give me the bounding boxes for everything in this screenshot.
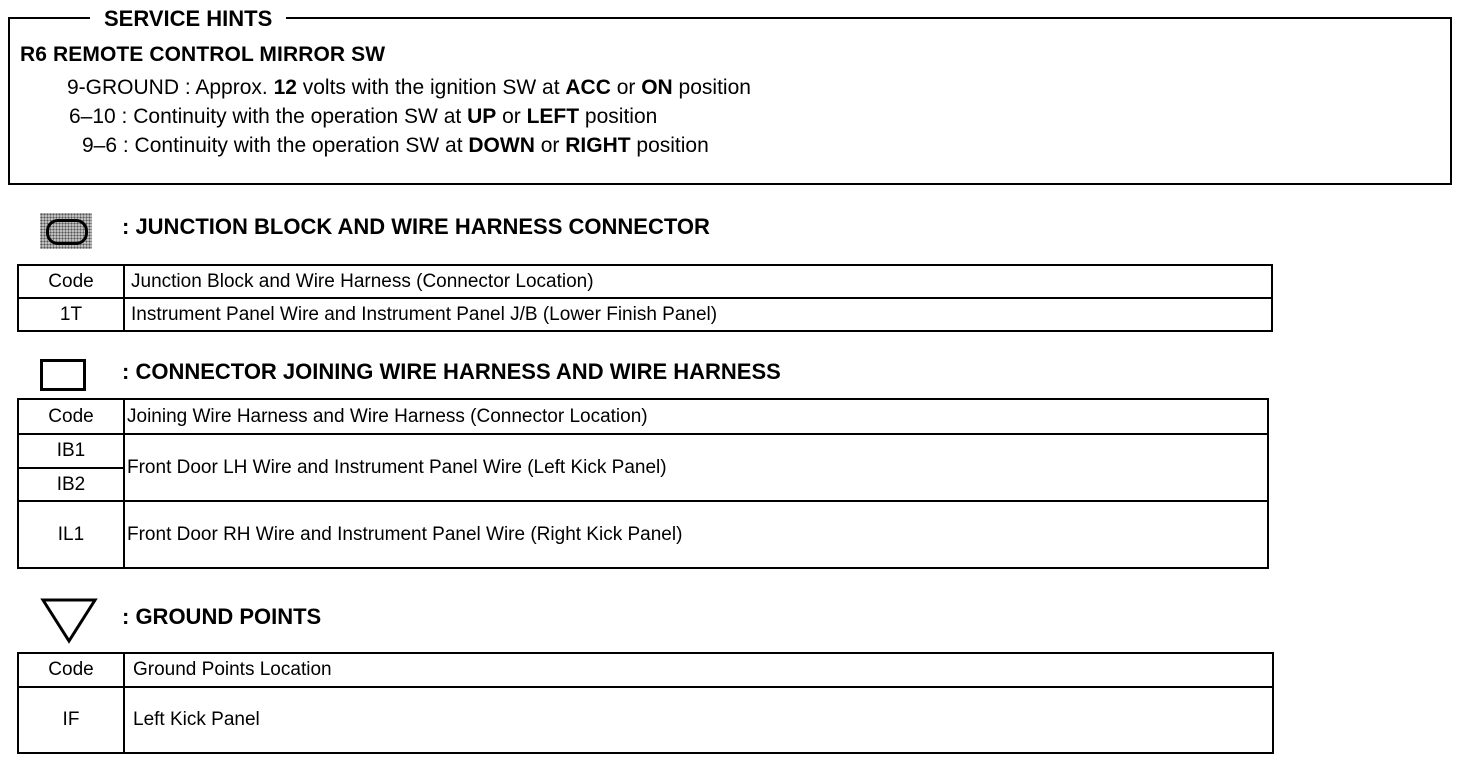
location-cell: Front Door LH Wire and Instrument Panel Wire (Left Kick Panel) [124,434,1268,501]
location-header: Ground Points Location [124,653,1273,687]
hint-line-1 [67,76,751,100]
hint-text: or [496,105,527,128]
code-cell: IL1 [18,501,124,568]
hint-text: 9–6 : Continuity with the operation SW at [82,134,469,157]
hint-text: position [630,134,709,157]
location-header: Junction Block and Wire Harness (Connector Location) [124,265,1272,298]
hint-text: or [534,134,566,157]
junction-table [17,264,1273,332]
table-row [18,434,1268,468]
service-hints-box [8,6,1452,185]
table-row [18,687,1273,753]
ground-heading: : GROUND POINTS [122,604,322,629]
connector-heading: : CONNECTOR JOINING WIRE HARNESS AND WIRE HARNESS [122,359,781,384]
table-header-row [18,265,1272,298]
code-header: Code [18,653,124,687]
hint-bold: UP [467,105,497,128]
hint-bold: DOWN [468,134,535,157]
hint-text: or [610,76,642,99]
location-header: Joining Wire Harness and Wire Harness (Connector Location) [124,399,1268,434]
location-cell: Instrument Panel Wire and Instrument Panel J/B (Lower Finish Panel) [124,298,1272,331]
connector-table [17,398,1269,569]
table-header-row [18,399,1268,434]
code-header: Code [18,399,124,434]
table-header-row [18,653,1273,687]
ground-table [17,652,1274,754]
hint-line-3 [82,134,709,158]
ground-point-symbol-icon [40,597,98,650]
hint-bold: LEFT [526,105,580,128]
service-hints-legend: SERVICE HINTS [90,7,286,31]
junction-heading: : JUNCTION BLOCK AND WIRE HARNESS CONNECTOR [122,214,710,239]
hint-text: 6–10 : Continuity with the operation SW at [69,105,468,128]
hint-text: 9-GROUND : Approx. [67,76,274,99]
hint-bold: ACC [565,76,611,99]
hint-line-2 [69,105,657,129]
hint-text: position [672,76,751,99]
hint-bold: 12 [273,76,297,99]
table-row [18,298,1272,331]
location-cell: Front Door RH Wire and Instrument Panel Wire (Right Kick Panel) [124,501,1268,568]
code-cell: IB2 [18,468,124,501]
code-header: Code [18,265,124,298]
table-row [18,501,1268,568]
location-cell: Left Kick Panel [124,687,1273,753]
connector-symbol-icon [40,359,86,391]
hint-text: volts with the ignition SW at [296,76,566,99]
hint-bold: ON [641,76,673,99]
code-cell: IB1 [18,434,124,468]
service-hints-title: R6 REMOTE CONTROL MIRROR SW [20,43,386,66]
junction-block-symbol-icon [40,213,92,249]
code-cell: IF [18,687,124,753]
hint-bold: RIGHT [565,134,631,157]
code-cell: 1T [18,298,124,331]
hint-text: position [579,105,658,128]
